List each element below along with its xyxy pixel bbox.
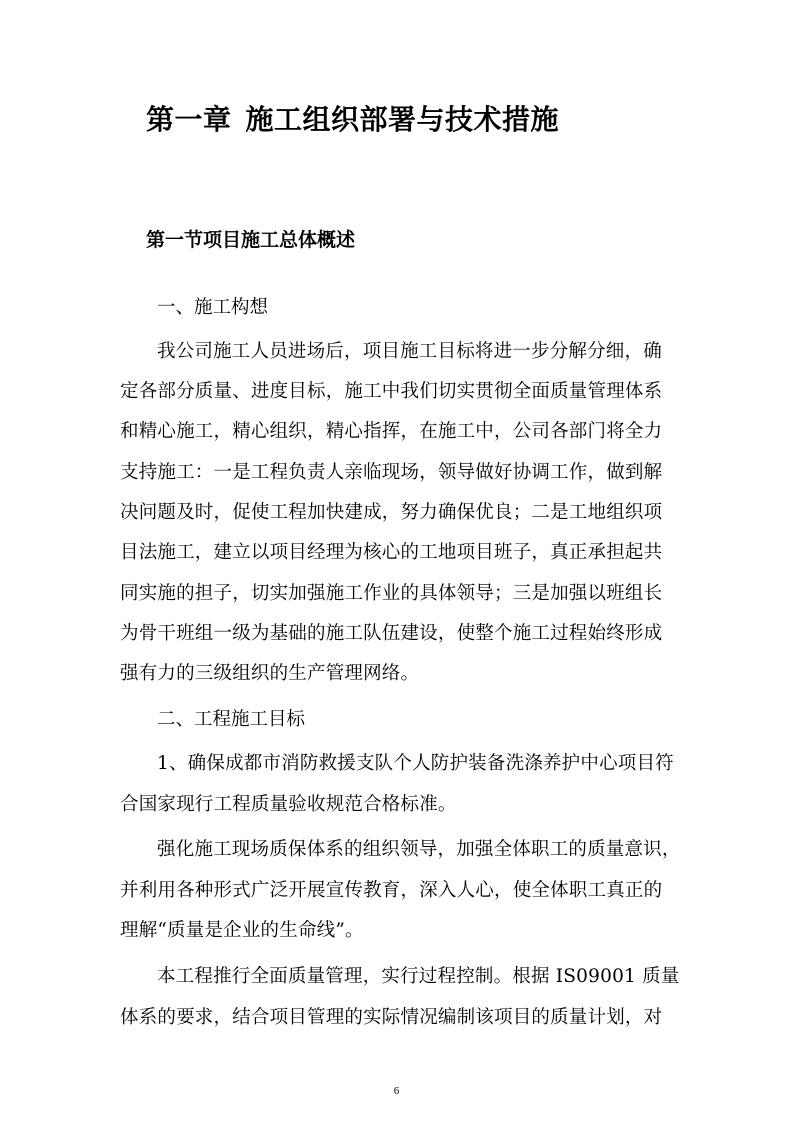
paragraph-line: 本工程推行全面质量管理，实行过程控制。根据 IS09001 质量 bbox=[157, 966, 680, 987]
paragraph-line: 强化施工现场质保体系的组织领导，加强全体职工的质量意识， bbox=[157, 839, 681, 860]
paragraph-line: 同实施的担子，切实加强施工作业的具体领导；三是加强以班组长 bbox=[120, 583, 663, 604]
paragraph-line: 1、确保成都市消防救援支队个人防护装备洗涤养护中心项目符 bbox=[157, 753, 674, 774]
paragraph-line: 强有力的三级组织的生产管理网络。 bbox=[120, 663, 420, 684]
chapter-label: 第一章 bbox=[146, 103, 232, 136]
paragraph-line: 决问题及时，促使工程加快建成，努力确保优良；二是工地组织项 bbox=[120, 502, 663, 523]
paragraph-line: 体系的要求，结合项目管理的实际情况编制该项目的质量计划，对 bbox=[120, 1007, 663, 1028]
paragraph-line: 理解“质量是企业的生命线”。 bbox=[120, 920, 364, 941]
paragraph-line: 和精心施工，精心组织，精心指挥，在施工中，公司各部门将全力 bbox=[120, 421, 663, 442]
paragraph-line: 并利用各种形式广泛开展宣传教育，深入人心，使全体职工真正的 bbox=[120, 880, 663, 901]
paragraph-line: 定各部分质量、进度目标，施工中我们切实贯彻全面质量管理体系 bbox=[120, 381, 663, 402]
part1-heading: 一、施工构想 bbox=[157, 297, 269, 318]
chapter-title bbox=[146, 100, 559, 140]
section-title: 第一节项目施工总体概述 bbox=[146, 229, 356, 251]
chapter-title-text: 施工组织部署与技术措施 bbox=[245, 103, 560, 136]
paragraph-line: 目法施工，建立以项目经理为核心的工地项目班子，真正承担起共 bbox=[120, 542, 663, 563]
paragraph-line: 支持施工：一是工程负责人亲临现场，领导做好协调工作，做到解 bbox=[120, 462, 663, 483]
paragraph-line: 合国家现行工程质量验收规范合格标准。 bbox=[120, 794, 457, 815]
paragraph-line: 我公司施工人员进场后，项目施工目标将进一步分解分细，确 bbox=[157, 341, 662, 362]
page-number: 6 bbox=[393, 1085, 400, 1097]
paragraph-line: 为骨干班组一级为基础的施工队伍建设，使整个施工过程始终形成 bbox=[120, 623, 663, 644]
part2-heading: 二、工程施工目标 bbox=[157, 709, 306, 730]
